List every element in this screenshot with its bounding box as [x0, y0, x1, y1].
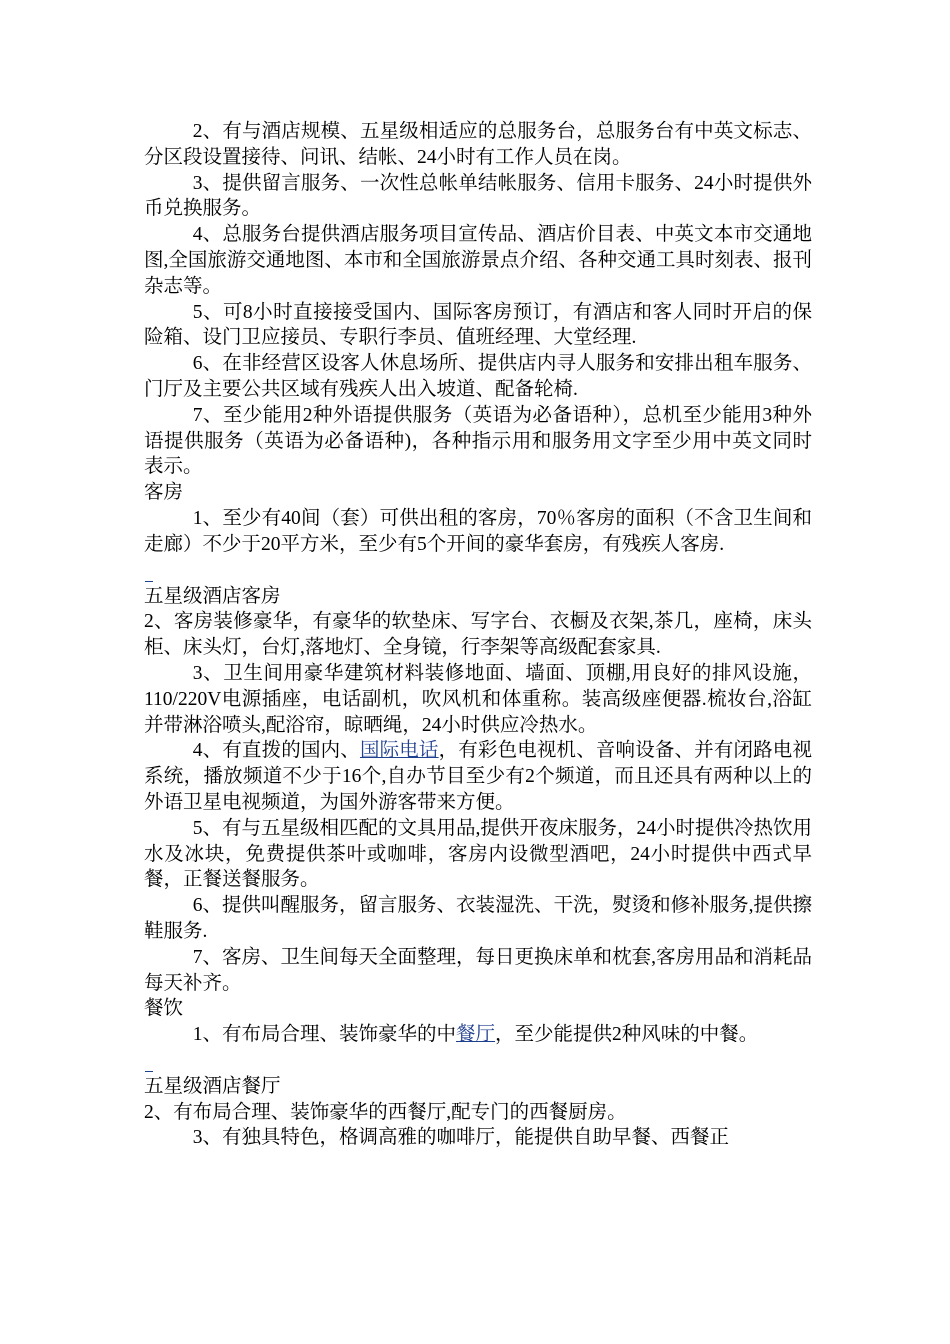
section-heading-dining: 餐饮	[144, 998, 184, 1020]
paragraph-stationery: 5、有与五星级相匹配的文具用品,提供开夜床服务，24小时提供冷热饮用水及冰块，免费提供茶叶或咖啡，客房内设微型酒吧，24小时提供中西式早餐，正餐送餐服务。	[144, 817, 812, 891]
telephone-text-before: 4、有直拨的国内、	[192, 740, 360, 762]
paragraph-lounge: 6、在非经营区设客人休息场所、提供店内寻人服务和安排出租车服务、门厅及主要公共区域有残疾人出入坡道、配备轮椅.	[144, 353, 812, 400]
paragraph-room-furniture: 2、客房装修豪华，有豪华的软垫床、写字台、衣橱及衣架,茶几，座椅，床头柜、床头灯，台灯,落地灯、全身镜，行李架等高级配套家具.	[144, 611, 812, 659]
paragraph-languages: 7、至少能用2种外语提供服务（英语为必备语种），总机至少能用3种外语提供服务（英语为必备语种)，各种指示用和服务用文字至少用中英文同时表示。	[144, 404, 812, 478]
paragraph-room-count: 1、至少有40间（套）可供出租的客房，70％客房的面积（不含卫生间和走廊）不少于20平方米，至少有5个开间的豪华套房，有残疾人客房.	[144, 507, 812, 555]
paragraph-front-desk: 2、有与酒店规模、五星级相适应的总服务台，总服务台有中英文标志、分区段设置接待、问讯、结帐、24小时有工作人员在岗。	[144, 121, 812, 168]
document-page	[144, 119, 812, 1151]
paragraph-western-restaurant: 2、有布局合理、装饰豪华的西餐厅,配专门的西餐厨房。	[144, 1101, 627, 1123]
paragraph-message-service: 3、提供留言服务、一次性总帐单结帐服务、信用卡服务、24小时提供外币兑换服务。	[144, 172, 812, 220]
restaurant-link[interactable]: 餐厅	[456, 1024, 496, 1046]
image-placeholder-rooms	[144, 558, 812, 584]
telephone-text-after: ，有彩色电视机、音响设备、并有闭路电视系统，播放频道不少于16个,自办节目至少有2个频道，而且还具有两种以上的外语卫星电视频道，为国外游客带来方便。	[144, 740, 812, 813]
paragraph-reservations: 5、可8小时直接接受国内、国际客房预订，有酒店和客人同时开启的保险箱、设门卫应接员、专职行李员、值班经理、大堂经理.	[144, 301, 812, 349]
image-link-mark[interactable]	[145, 581, 153, 582]
image-link-mark[interactable]	[145, 1071, 153, 1072]
paragraph-wakeup: 6、提供叫醒服务，留言服务、衣装湿洗、干洗，熨烫和修补服务,提供擦鞋服务.	[144, 895, 812, 942]
paragraph-coffee-shop: 3、有独具特色，格调高雅的咖啡厅，能提供自助早餐、西餐正	[192, 1127, 730, 1149]
restaurant-text-before: 1、有布局合理、装饰豪华的中	[192, 1024, 457, 1046]
image-caption-rooms: 五星级酒店客房	[144, 585, 281, 607]
paragraph-bathroom: 3、卫生间用豪华建筑材料装修地面、墙面、顶棚,用良好的排风设施，110/220V电源插座，电话副机，吹风机和体重称。装高级座便器.梳妆台,浴缸并带淋浴喷头,配浴帘，晾晒绳，24小时供应冷热水。	[144, 662, 812, 736]
paragraph-housekeeping: 7、客房、卫生间每天全面整理，每日更换床单和枕套,客房用品和消耗品每天补齐。	[144, 946, 812, 994]
paragraph-chinese-restaurant	[144, 1022, 812, 1048]
paragraph-brochures: 4、总服务台提供酒店服务项目宣传品、酒店价目表、中英文本市交通地图,全国旅游交通地图、本市和全国旅游景点介绍、各种交通工具时刻表、报刊杂志等。	[144, 224, 812, 297]
international-call-link[interactable]: 国际电话	[359, 740, 439, 762]
image-placeholder-dining	[144, 1048, 812, 1074]
paragraph-telephone-tv	[144, 738, 812, 815]
section-heading-rooms: 客房	[144, 482, 184, 504]
image-caption-dining: 五星级酒店餐厅	[144, 1075, 281, 1097]
restaurant-text-after: ，至少能提供2种风味的中餐。	[495, 1024, 759, 1046]
